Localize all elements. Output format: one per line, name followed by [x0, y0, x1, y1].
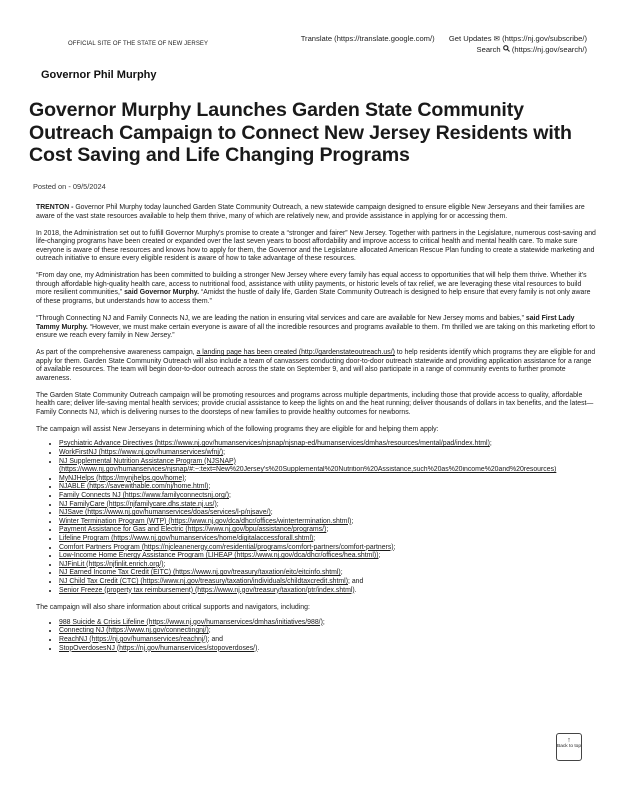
get-updates-link[interactable]	[449, 34, 587, 43]
paragraph-8: The campaign will also share information about critical supports and navigators, including:	[36, 604, 310, 612]
paragraph-5-text: As part of the comprehensive awareness campaign,	[36, 349, 197, 357]
program-link[interactable]: Winter Termination Program (WTP) (https://www.nj.gov/dca/dhcr/offices/wintertermination.shtml)	[59, 517, 352, 525]
posted-date: Posted on - 09/5/2024	[33, 182, 106, 191]
paragraph-4-quote: “Through Connecting NJ and Family Connects NJ, we are leading the nation in ensuring vital services and care are available for New Jersey moms and babies,”	[36, 314, 524, 322]
paragraph-4-quote-cont: “However, we must make certain everyone is aware of all the incredible resources and programs available to them. I'm thrilled we are taking on this marketing effort to ensure we reach every family in New Jersey.”	[36, 323, 595, 340]
article-body	[36, 204, 596, 662]
list-item: • Connecting NJ (https://www.nj.gov/connectingnj/);	[59, 627, 596, 636]
program-link[interactable]: Family Connects NJ (https://www.familyconnectsnj.org/)	[59, 492, 230, 500]
snap-url-link[interactable]: (https://www.nj.gov/humanservices/njsnap/#:~:text=New%20Jersey's%20Supplemental%20Nutrition%20Assistance,such%20as%20income%20and%20resources)	[59, 466, 557, 474]
search-icon	[503, 44, 510, 55]
program-link[interactable]: NJ FamilyCare (https://njfamilycare.dhs.state.nj.us/)	[59, 500, 217, 508]
list-item: • NJFinLit (https://njfinlit.enrich.org/);	[59, 561, 596, 570]
arrow-up-icon: ↑	[567, 737, 571, 744]
list-item: • Psychiatric Advance Directives (https://www.nj.gov/humanservices/njsnap/njsnap-ed/humanservices/dmhas/resources/mental/pad/index.html);	[59, 440, 596, 449]
program-link[interactable]: Lifeline Program (https://www.nj.gov/humanservices/home/digitalaccessforall.shtml)	[59, 535, 314, 543]
paragraph-6: The Garden State Community Outreach campaign will be promoting resources and programs across multiple departments, including those that provide access to quality, affordable health care; deliver life-saving mental health services; provide crucial assistance to keep the lights on and the heat running; deliver thousands of dollars in tax benefits, and the latest—Family Connects NJ, which is delivering nurses to the doorsteps of new families to provide healthy outcomes for newborns.	[36, 391, 594, 416]
program-link[interactable]: NJ Supplemental Nutrition Assistance Program (NJSNAP)	[59, 457, 236, 465]
paragraph-3-attribution: said Governor Murphy.	[122, 289, 200, 297]
list-item: • Winter Termination Program (WTP) (https://www.nj.gov/dca/dhcr/offices/wintertermination.shtml);	[59, 518, 596, 527]
list-item: • NJABLE (https://savewithable.com/nj/home.html);	[59, 483, 596, 492]
support-link[interactable]: StopOverdosesNJ (https://nj.gov/humanservices/stopoverdoses/)	[59, 644, 258, 652]
get-updates-label: Get Updates	[448, 34, 492, 43]
landing-page-link[interactable]: a landing page has been created (http://gardenstateoutreach.us/)	[196, 349, 395, 357]
search-label: Search	[476, 45, 501, 54]
supports-list	[36, 619, 596, 653]
program-link[interactable]: WorkFirstNJ (https://www.nj.gov/humanservices/wfnj/)	[59, 449, 224, 457]
list-item: • Family Connects NJ (https://www.familyconnectsnj.org/);	[59, 492, 596, 501]
brand-home-link[interactable]: Governor Phil Murphy	[41, 69, 157, 81]
paragraph-7: The campaign will assist New Jerseyans in determining which of the following programs they are eligible for and helping them apply:	[36, 425, 439, 433]
list-item: • ReachNJ (https://nj.gov/humanservices/reachnj/); and	[59, 636, 596, 645]
paragraph-1	[36, 204, 596, 221]
list-item: • NJ Earned Income Tax Credit (EITC) (https://www.nj.gov/treasury/taxation/eitc/eitcinfo.shtml);	[59, 569, 596, 578]
program-link[interactable]: NJ Child Tax Credit (CTC) (https://www.nj.gov/treasury/taxation/individuals/childtaxcredit.shtml)	[59, 577, 348, 585]
page-title: Governor Murphy Launches Garden State Community Outreach Campaign to Connect New Jersey Residents with Cost Saving and Life Changing Programs	[29, 99, 572, 166]
paragraph-4-attribution: said First Lady Tammy Murphy.	[36, 314, 575, 331]
list-item: • Payment Assistance for Gas and Electric (https://www.nj.gov/bpu/assistance/programs/);	[59, 526, 596, 535]
envelope-icon: ✉	[493, 34, 501, 43]
program-link[interactable]: MyNJHelps (https://mynjhelps.gov/home)	[59, 474, 185, 482]
list-item: • 988 Suicide & Crisis Lifeline (https://www.nj.gov/humanservices/dmhas/initiatives/988/);	[59, 619, 596, 628]
support-link[interactable]: 988 Suicide & Crisis Lifeline (https://www.nj.gov/humanservices/dmhas/initiatives/988/)	[59, 618, 323, 626]
paragraph-5	[36, 349, 596, 383]
paragraph-3-quote-cont: “Amidst the hustle of daily life, Garden State Community Outreach is designed to help ensure that every family is not only aware of these programs, but understands how to access them.”	[36, 289, 591, 305]
support-link[interactable]: Connecting NJ (https://www.nj.gov/connectingnj/)	[59, 627, 209, 635]
list-item	[59, 458, 596, 475]
top-bar	[0, 0, 618, 64]
list-item: • Lifeline Program (https://www.nj.gov/humanservices/home/digitalaccessforall.shtml);	[59, 535, 596, 544]
utility-links	[301, 33, 587, 55]
program-link[interactable]: Comfort Partners Program (https://njcleanenergy.com/residential/programs/comfort-partners/comfort-partners)	[59, 543, 394, 551]
list-item: • Low-Income Home Energy Assistance Program (LIHEAP (https://www.nj.gov/dca/dhcr/offices/hea.shtml));	[59, 552, 596, 561]
search-url: (https://nj.gov/search/)	[511, 45, 587, 54]
search-link[interactable]	[477, 45, 587, 54]
program-link[interactable]: NJFinLit (https://njfinlit.enrich.org/)	[59, 560, 164, 568]
list-item: • MyNJHelps (https://mynjhelps.gov/home);	[59, 475, 596, 484]
list-item: • StopOverdosesNJ (https://nj.gov/humanservices/stopoverdoses/).	[59, 645, 596, 654]
program-link[interactable]: Payment Assistance for Gas and Electric (https://www.nj.gov/bpu/assistance/programs/)	[59, 526, 327, 534]
paragraph-3	[36, 272, 596, 306]
paragraph-2: In 2018, the Administration set out to fulfill Governor Murphy's promise to create a “stronger and fairer” New Jersey. Together with partners in the Legislature, numerous cost-saving and life-changing programs have been created or expanded over the last seven years to boost affordability and improve access to critical health and mental health care. To make sure everyone is aware of these resources and knows how to apply for them, the Governor and the Legislature allocated American Rescue Plan funding to create a statewide marketing and outreach initiative to ensure every eligible resident is aware of how to take advantage of these resources.	[36, 229, 596, 263]
paragraph-4	[36, 315, 596, 341]
paragraph-5-text-cont: to help residents identify which programs they are eligible for and apply for them. Garden State Community Outreach will also include a team of canvassers conducting door-to-door outreach statewide and providing application assistance for a range of available resources. The team will begin door-to-door outreach across the state on September 9, and will also participate in a range of community events to further promote awareness.	[36, 349, 596, 382]
back-to-top-label: Back to top	[557, 744, 581, 749]
official-site-label: OFFICIAL SITE OF THE STATE OF NEW JERSEY	[68, 41, 209, 47]
list-item: • Senior Freeze (property tax reimbursement) (https://www.nj.gov/treasury/taxation/ptr/index.shtml).	[59, 587, 596, 596]
program-link[interactable]: NJSave (https://www.nj.gov/humanservices/doas/services/l-p/njsave/)	[59, 509, 271, 517]
list-item: • NJ FamilyCare (https://njfamilycare.dhs.state.nj.us/);	[59, 501, 596, 510]
list-item: • WorkFirstNJ (https://www.nj.gov/humanservices/wfnj/);	[59, 449, 596, 458]
support-link[interactable]: ReachNJ (https://nj.gov/humanservices/reachnj/)	[59, 635, 208, 643]
program-link[interactable]: Psychiatric Advance Directives (https://www.nj.gov/humanservices/njsnap/njsnap-ed/humanservices/dmhas/resources/mental/pad/index.html)	[59, 440, 490, 448]
program-link[interactable]: Low-Income Home Energy Assistance Program (LIHEAP (https://www.nj.gov/dca/dhcr/offices/hea.shtml))	[59, 552, 379, 560]
program-link[interactable]: NJ Earned Income Tax Credit (EITC) (https://www.nj.gov/treasury/taxation/eitc/eitcinfo.shtml)	[59, 569, 341, 577]
paragraph-1-text: Governor Phil Murphy today launched Garden State Community Outreach, a new statewide campaign designed to ensure eligible New Jerseyans and their families are aware of the vast state resources available to help them thrive, many of which are relatively new, and provide assistance in applying for or accessing them.	[36, 204, 585, 220]
list-item: • NJ Child Tax Credit (CTC) (https://www.nj.gov/treasury/taxation/individuals/childtaxcredit.shtml); and	[59, 578, 596, 587]
program-link[interactable]: Senior Freeze (property tax reimbursement) (https://www.nj.gov/treasury/taxation/ptr/index.shtml)	[59, 586, 355, 594]
list-item: • Comfort Partners Program (https://njcleanenergy.com/residential/programs/comfort-partners/comfort-partners);	[59, 544, 596, 553]
translate-link[interactable]: Translate (https://translate.google.com/)	[300, 34, 435, 43]
list-item: • NJSave (https://www.nj.gov/humanservices/doas/services/l-p/njsave/);	[59, 509, 596, 518]
get-updates-url: (https://nj.gov/subscribe/)	[502, 34, 587, 43]
paragraph-3-quote: “From day one, my Administration has been committed to building a stronger New Jersey where every family has equal access to opportunities that will help them thrive. Whether it's through affordable high-quality health care, access to nutritional food, assistance with utility payments, or historic levels of tax relief, we are leveraging these vital resources to build more resilient communities,”	[36, 272, 587, 297]
program-link[interactable]: NJABLE (https://savewithable.com/nj/home.html)	[59, 483, 209, 491]
dateline: TRENTON -	[36, 204, 76, 211]
programs-list	[36, 440, 596, 595]
back-to-top-button[interactable]	[556, 733, 582, 761]
